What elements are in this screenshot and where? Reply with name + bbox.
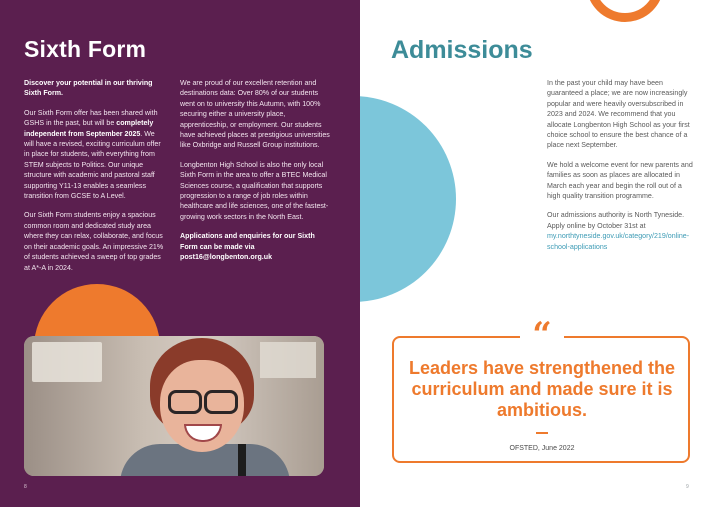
quote-source: OFSTED, June 2022: [509, 445, 575, 452]
page-number: 9: [686, 484, 689, 490]
paragraph: We hold a welcome event for new parents and families as soon as places are allocated in March each year and begin the roll out of a high quality transition programme.: [547, 160, 693, 201]
quote-divider: [536, 432, 548, 434]
text-column-2: [180, 78, 330, 272]
page-number: 8: [24, 484, 27, 490]
bold-text: completely independent from September 2025: [24, 119, 154, 138]
photo-glasses-left: [168, 390, 202, 414]
paragraph: Our Sixth Form students enjoy a spacious common room and dedicated study area where they can relax, collaborate, and focus on their academic goals. An impressive 21% of students achieved a sweep of top grades at A*-A in 2024.: [24, 211, 164, 272]
paragraph: Longbenton High School is also the only local Sixth Form in the area to offer a BTEC Medical Sciences course, a qualification that supports progression to a range of job roles within healthcare and life sciences, one of the fastest-growing work sectors in the North East.: [180, 160, 329, 221]
text-span: Our admissions authority is North Tyneside. Apply online by October 31st at: [547, 211, 685, 230]
photo-noticeboard: [32, 342, 102, 382]
page-title: Admissions: [391, 36, 533, 64]
text-column-1: [24, 78, 166, 282]
photo-glasses-right: [204, 390, 238, 414]
paragraph: [24, 108, 166, 202]
paragraph: We are proud of our excellent retention and destinations data: Over 80% of our students went on to university this Autumn, with 100% securing either a university place, apprenticeship, or employment. Our students have achieved places at prestigious universities like Oxbridge and Russell Group institutions.: [180, 79, 330, 150]
applications-link[interactable]: my.northtyneside.gov.uk/category/219/online-school-applications: [547, 232, 690, 251]
photo-noticeboard: [260, 342, 316, 378]
student-photo: [24, 336, 324, 476]
quote-text: Leaders have strengthened the curriculum and made sure it is ambitious.: [408, 358, 676, 420]
blue-circle-decoration: [360, 96, 456, 302]
photo-lanyard: [238, 444, 246, 476]
orange-ring-decoration: [586, 0, 664, 22]
paragraph: In the past your child may have been guaranteed a place; we are now increasingly popular and were heavily oversubscribed in 2023 and 2024. We recommend that you allocate Longbenton High School as your first choice school to ensure the best chance of a place next September.: [547, 79, 690, 150]
contact-paragraph: Applications and enquiries for our Sixth Form can be made via post16@longbenton.org.uk: [180, 232, 315, 262]
quote-mark-icon: “: [532, 315, 552, 355]
text-span: Our Sixth Form offer has been shared with GSHS in the past, but will be: [24, 108, 158, 128]
lead-paragraph: Discover your potential in our thriving Sixth Form.: [24, 79, 153, 98]
text-span: . We will have a revised, exciting curriculum offer in place for students, with everything from STEM subjects to Politics. Our unique structure with academic and pastoral staff supporting Y11-13 enables a seamless transition from GCSE to A Level.: [24, 129, 161, 201]
admissions-text-column: [547, 78, 695, 261]
page-title: Sixth Form: [24, 36, 147, 62]
paragraph: [547, 210, 695, 252]
